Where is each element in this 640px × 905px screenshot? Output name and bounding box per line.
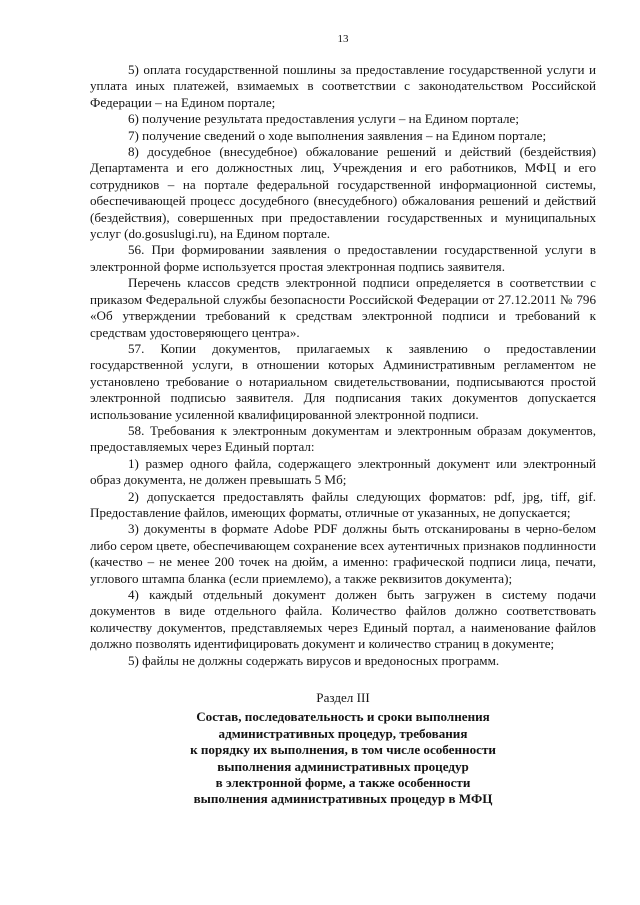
section-title-line: в электронной форме, а также особенности [215, 775, 471, 791]
section-title-line: Состав, последовательность и сроки выполнения [196, 709, 490, 725]
section-title [90, 709, 596, 807]
paragraph-item-7-status: 7) получение сведений о ходе выполнения заявления – на Едином портале; [128, 127, 547, 143]
paragraph-signature-classes: Перечень классов средств электронной подписи определяется в соответствии с приказом Федеральной службы безопасности Российской Федерации от 27.12.2011 № 796 «Об утверждении требований к средствам электронной подписи и требований к средствам удостоверяющего центра». [90, 275, 596, 340]
paragraph-req-2-formats: 2) допускается предоставлять файлы следующих форматов: pdf, jpg, tiff, gif. Предоставление файлов, имеющих форматы, отличные от указанных, не допускается; [90, 488, 596, 520]
body-text [90, 62, 596, 669]
paragraph-req-5-viruses: 5) файлы не должны содержать вирусов и вредоносных программ. [128, 652, 500, 668]
paragraph-57-copies: 57. Копии документов, прилагаемых к заявлению о предоставлении государственной услуги, в отношении которых Административным регламентом не установлено требование о нотариальном свидетельствовании, подписываются простой электронной подписью заявителя. Для подписания таких документов допускается использование усиленной квалифицированной электронной подписи. [90, 340, 596, 422]
paragraph-req-3-scanning: 3) документы в формате Adobe PDF должны быть отсканированы в черно-белом либо сером цвете, обеспечивающем сохранение всех аутентичных признаков подлинности (качество – не менее 200 точек на дюйм, а именно: графической подписи лица, печати, углового штампа бланка (если приемлемо), а также реквизитов документа); [90, 521, 596, 586]
section-title-line: административных процедур, требования [218, 725, 468, 741]
paragraph-58-requirements: 58. Требования к электронным документам и электронным образам документов, предоставляемых через Единый портал: [90, 422, 596, 455]
page-number: 13 [337, 33, 349, 45]
section-heading [90, 690, 596, 808]
paragraph-req-4-separate-files: 4) каждый отдельный документ должен быть загружен в систему подачи документов в виде отдельного файла. Количество файлов должно соответствовать количеству документов, представляемых через Единый портал, а наименование файлов должно позволять идентифицировать документ и количество страниц в документе; [90, 587, 596, 652]
paragraph-56-signature: 56. При формировании заявления о предоставлении государственной услуги в электронной форме используется простая электронная подпись заявителя. [90, 242, 596, 274]
section-title-line: к порядку их выполнения, в том числе особенности [190, 742, 496, 758]
paragraph-item-8-appeal: 8) досудебное (внесудебное) обжалование решений и действий (бездействия) Департамента и его должностных лиц, Учреждения и его работников, МФЦ и его сотрудников – на портале федеральной государственной информационной системы, обеспечивающей процесс досудебного (внесудебного) обжалования решений и действий (бездействия), совершенных при предоставлении государственных и муниципальных услуг (do.gosuslugi.ru), на Едином портале. [90, 144, 596, 242]
section-title-line: выполнения административных процедур [217, 758, 469, 774]
section-label: Раздел III [316, 690, 370, 706]
paragraph-item-5-payment: 5) оплата государственной пошлины за предоставление государственной услуги и уплата иных платежей, взимаемых в соответствии с законодательством Российской Федерации – на Едином портале; [90, 62, 596, 110]
paragraph-req-1-file-size: 1) размер одного файла, содержащего электронный документ или электронный образ документа, не должен превышать 5 Мб; [90, 455, 596, 488]
document-page [90, 32, 596, 808]
section-title-line: выполнения административных процедур в МФЦ [193, 791, 493, 807]
paragraph-item-6-result: 6) получение результата предоставления услуги – на Едином портале; [128, 111, 520, 127]
